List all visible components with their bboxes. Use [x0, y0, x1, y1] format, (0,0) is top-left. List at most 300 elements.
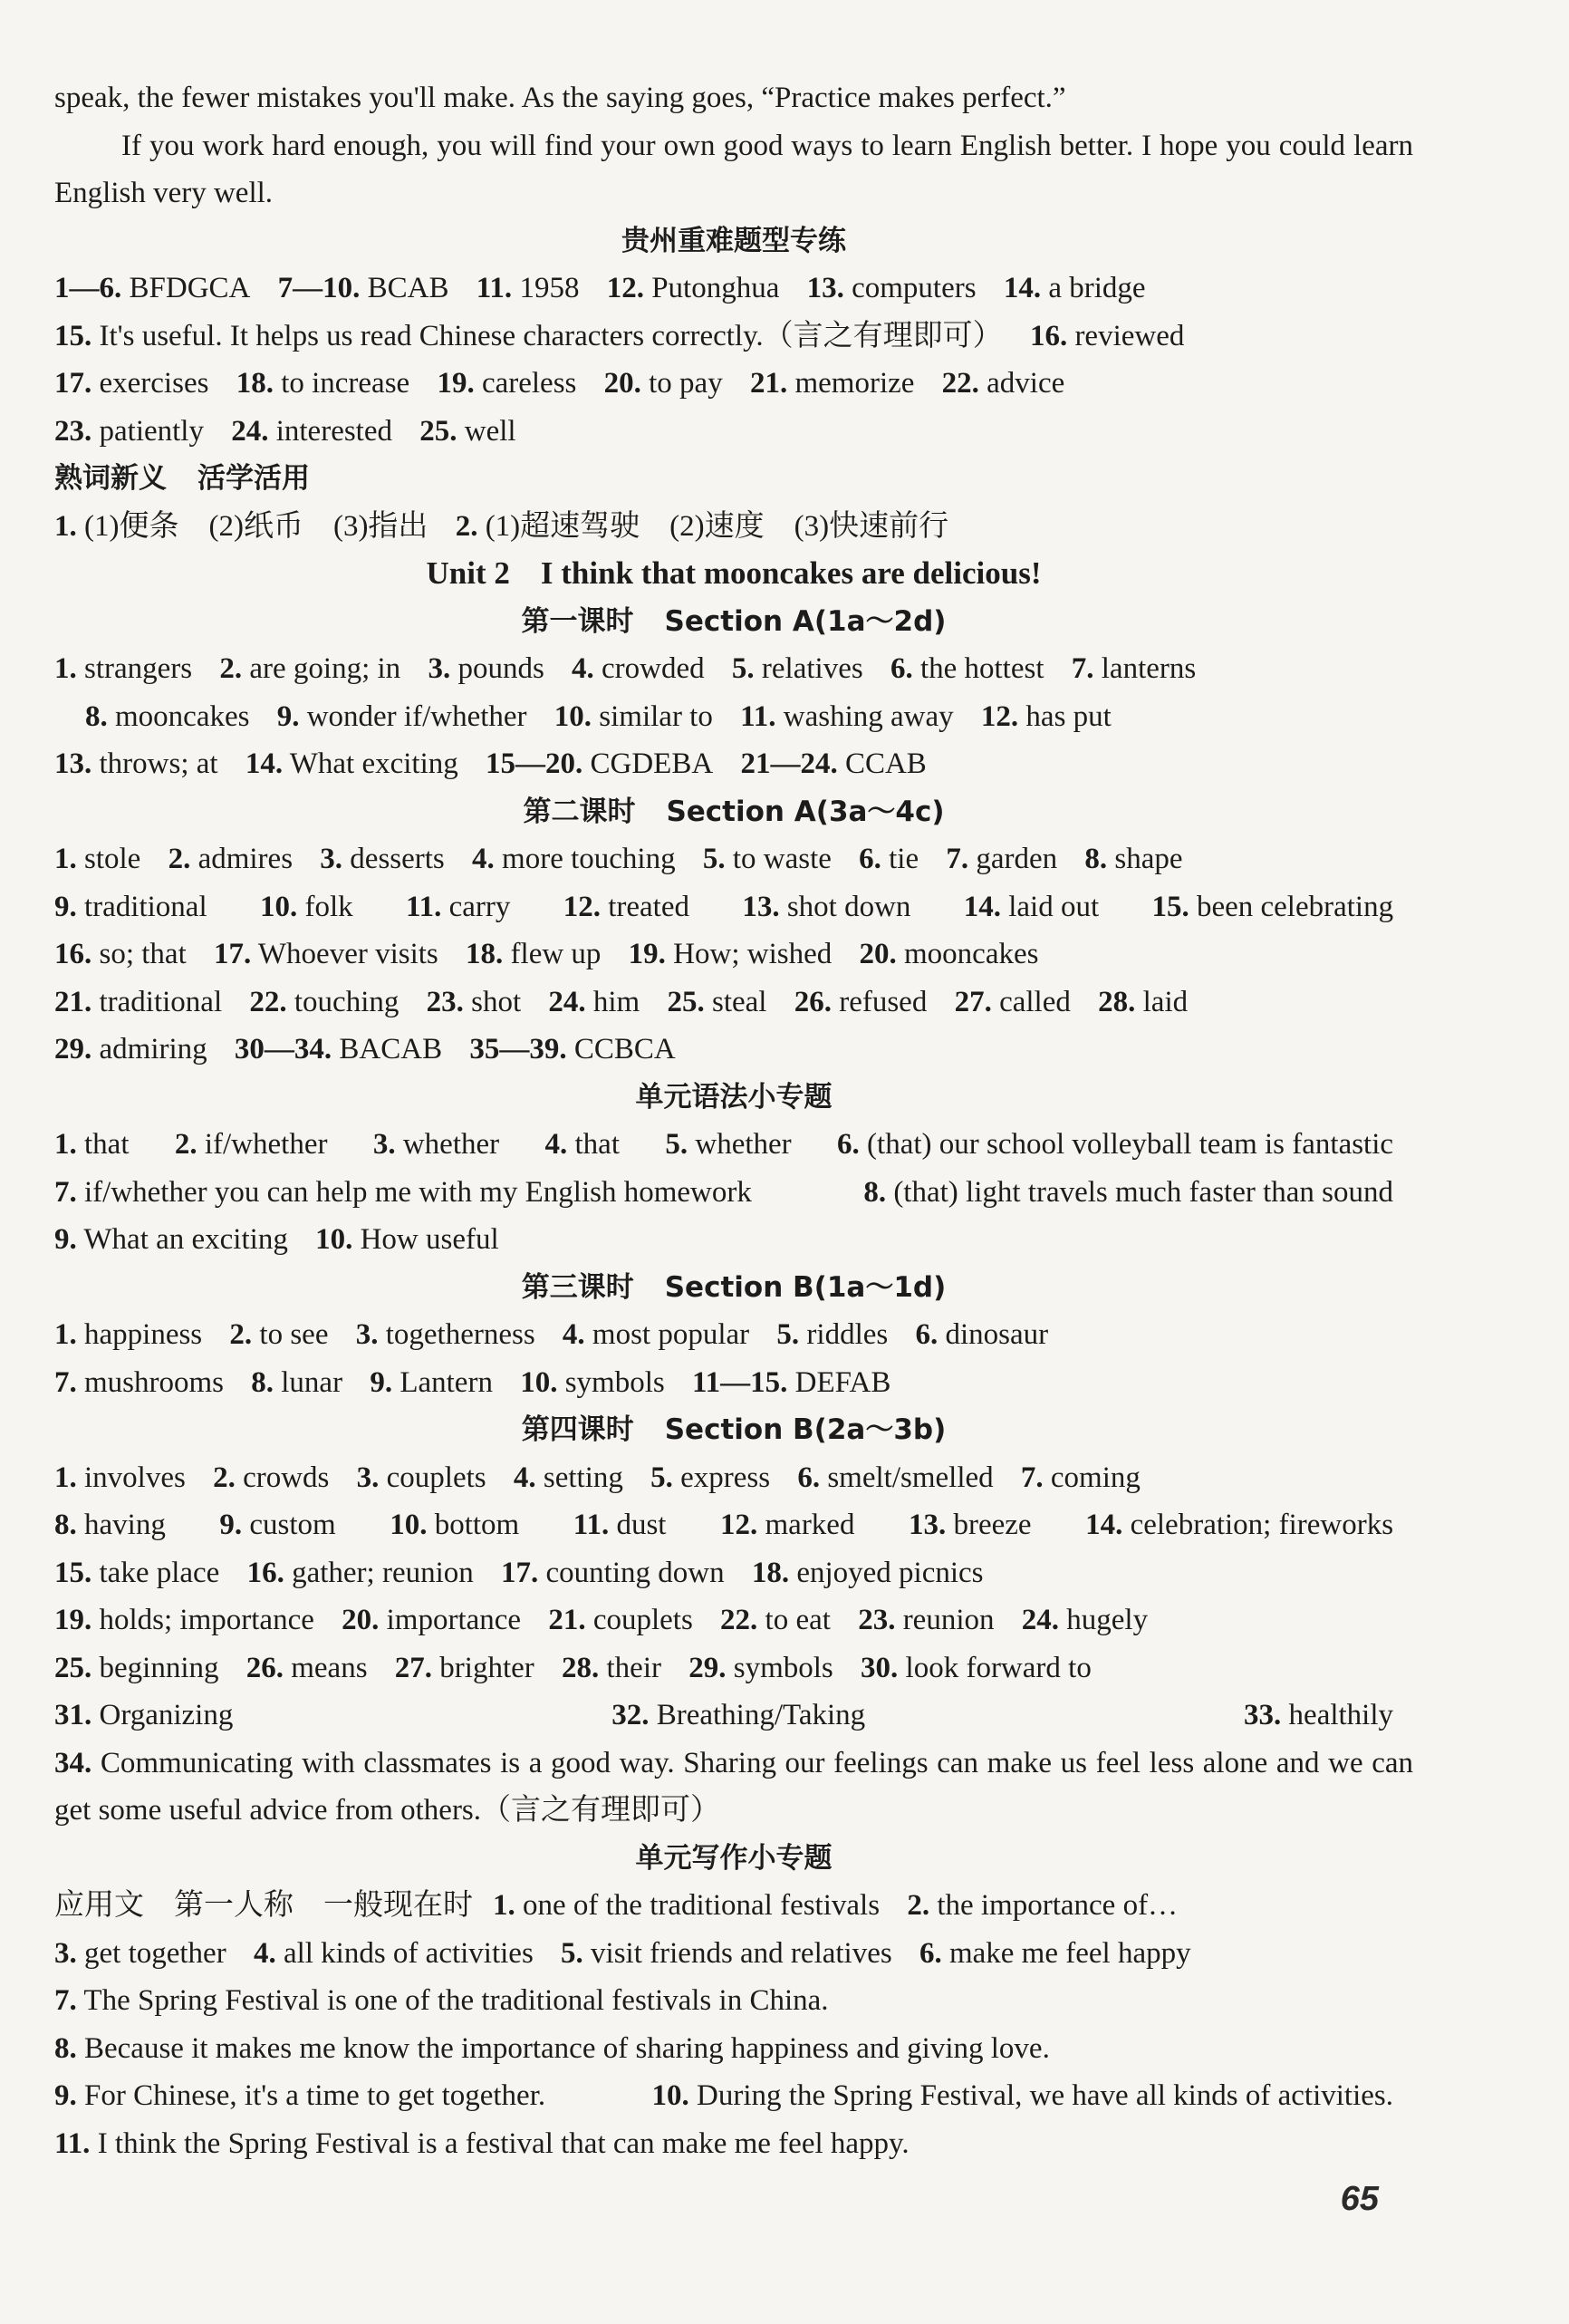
- answer-item: [563, 883, 689, 931]
- answer-number: 24.: [548, 985, 586, 1018]
- answer-item: [776, 1311, 888, 1359]
- answer-number: 7.: [54, 1984, 77, 2017]
- answer-item: [54, 503, 428, 551]
- answer-text: beginning: [99, 1651, 219, 1684]
- answer-item: [797, 1454, 993, 1502]
- answer-item: [604, 360, 723, 408]
- lesson2-en: Section A(3a～4c): [666, 795, 945, 828]
- answer-text: visit friends and relatives: [591, 1936, 892, 1970]
- answer-number: 2.: [229, 1318, 253, 1351]
- answer-number: 2.: [168, 843, 191, 875]
- heading-writing: 单元写作小专题: [635, 1841, 833, 1875]
- answer-number: 31.: [54, 1699, 92, 1731]
- answer-text: interested: [275, 414, 392, 448]
- answer-number: 20.: [342, 1604, 380, 1636]
- answer-item: [740, 740, 926, 788]
- answer-text: (that) our school volleyball team is fantastic: [867, 1128, 1394, 1161]
- answer-text: 1958: [519, 272, 580, 304]
- answer-item: [54, 1216, 288, 1264]
- answer-text: importance: [386, 1604, 522, 1636]
- answer-item: [466, 931, 601, 979]
- answer-number: 9.: [370, 1365, 393, 1399]
- answer-item: [54, 1501, 166, 1549]
- answer-text: (1)超速驾驶 (2)速度 (3)快速前行: [485, 509, 949, 543]
- answer-item: [688, 1644, 833, 1692]
- answer-text: hugely: [1066, 1604, 1149, 1636]
- answer-number: 10.: [553, 699, 592, 733]
- answer-number: 1.: [54, 1318, 77, 1351]
- answer-text: him: [592, 985, 640, 1018]
- answer-text: all kinds of activities: [283, 1936, 534, 1970]
- answer-number: 35—39.: [469, 1033, 567, 1066]
- answer-item: [607, 265, 780, 313]
- answer-number: 10.: [390, 1509, 428, 1541]
- answer-item: [54, 1740, 1413, 1835]
- answer-item: [837, 1121, 1393, 1169]
- answer-text: reunion: [902, 1604, 995, 1636]
- answer-number: 3.: [428, 652, 451, 685]
- answer-item: [54, 1977, 829, 2025]
- answer-number: 10.: [315, 1223, 353, 1256]
- answer-text: crowds: [243, 1461, 330, 1494]
- answer-item: [54, 1549, 219, 1597]
- answer-item: [54, 360, 208, 408]
- heading-lesson1: [54, 598, 1413, 646]
- answer-number: 21.: [548, 1604, 586, 1636]
- answer-number: 16.: [1029, 319, 1068, 352]
- answer-line: [54, 1311, 1413, 1359]
- answer-item: [406, 883, 510, 931]
- answer-item: [54, 313, 1003, 361]
- answer-number: 29.: [54, 1033, 92, 1066]
- answer-text: reviewed: [1074, 319, 1185, 352]
- answer-line: [54, 1644, 1413, 1692]
- answer-number: 8.: [85, 699, 108, 733]
- answer-number: 5.: [650, 1461, 673, 1494]
- answer-text: whether: [402, 1128, 500, 1161]
- answer-number: 14.: [963, 890, 1001, 923]
- answer-text: been celebrating: [1196, 890, 1394, 923]
- answer-number: 8.: [54, 2031, 77, 2065]
- answer-line: [54, 265, 1413, 313]
- answer-item: [390, 1501, 519, 1549]
- answer-item: [964, 883, 1099, 931]
- answer-item: [54, 1311, 202, 1359]
- answer-number: 19.: [54, 1604, 92, 1636]
- answer-text: patiently: [99, 414, 204, 448]
- answer-text: to increase: [281, 367, 410, 400]
- answer-item: [1072, 645, 1196, 693]
- answer-number: 28.: [1098, 985, 1136, 1018]
- lesson1-cn: 第一课时: [521, 604, 634, 638]
- answer-item: [456, 503, 948, 551]
- answer-text: bottom: [434, 1509, 520, 1541]
- answer-number: 11—15.: [691, 1365, 788, 1399]
- answer-text: symbols: [733, 1651, 833, 1684]
- answer-text: How; wished: [673, 938, 833, 970]
- answer-text: lunar: [281, 1365, 343, 1399]
- answer-item: [554, 693, 713, 741]
- answer-item: [428, 645, 544, 693]
- answer-text: admiring: [99, 1033, 207, 1066]
- answer-number: 4.: [253, 1936, 276, 1970]
- answer-number: 3.: [355, 1318, 379, 1351]
- answer-item: [858, 1596, 994, 1644]
- answer-text: traditional: [84, 890, 207, 923]
- answer-text: express: [680, 1461, 771, 1494]
- answer-number: 8.: [863, 1175, 887, 1209]
- answer-line: [54, 1977, 1413, 2167]
- answer-item: [246, 1644, 368, 1692]
- answer-item: [419, 408, 515, 456]
- answer-number: 15.: [54, 1556, 92, 1589]
- answer-number: 2.: [174, 1128, 197, 1161]
- answer-text: What an exciting: [83, 1223, 288, 1256]
- answer-number: 6.: [915, 1318, 939, 1351]
- answer-number: 9.: [54, 1223, 77, 1256]
- answer-item: [277, 693, 527, 741]
- section-shuci: [54, 503, 1413, 551]
- answer-number: 7.: [1020, 1461, 1044, 1494]
- answer-text: celebration; fireworks: [1130, 1509, 1394, 1541]
- answer-number: 11.: [573, 1509, 610, 1541]
- answer-text: if/whether: [204, 1128, 328, 1161]
- answer-item: [85, 693, 249, 741]
- answer-line: [54, 1930, 1413, 1978]
- answer-number: 9.: [276, 699, 300, 733]
- unit-title: [54, 550, 1413, 598]
- answer-number: 3.: [54, 1936, 77, 1970]
- answer-item: [213, 1454, 329, 1502]
- answer-text: I think the Spring Festival is a festival that can make me feel happy.: [97, 2126, 910, 2160]
- answer-text: For Chinese, it's a time to get together.: [84, 2079, 546, 2112]
- answer-number: 12.: [606, 272, 644, 304]
- answer-text: wonder if/whether: [306, 699, 527, 733]
- answer-text: strangers: [84, 652, 193, 685]
- answer-number: 2.: [907, 1889, 930, 1922]
- answer-item: [665, 1121, 791, 1169]
- answer-number: 15.: [1151, 890, 1189, 923]
- answer-item: [1030, 313, 1184, 361]
- answer-number: 15—20.: [486, 747, 583, 780]
- answer-text: mushrooms: [84, 1365, 225, 1399]
- heading-shuci: [54, 455, 1413, 503]
- answer-text: The Spring Festival is one of the traditional festivals in China.: [83, 1984, 829, 2017]
- answer-number: 1.: [493, 1889, 515, 1922]
- answer-item: [752, 1549, 984, 1597]
- answer-line: [54, 1596, 1413, 1644]
- answer-item: [1244, 1692, 1393, 1740]
- answer-item: [703, 835, 832, 883]
- answer-number: 14.: [245, 747, 284, 780]
- answer-text: stole: [84, 843, 141, 875]
- answer-number: 1.: [54, 652, 77, 685]
- lesson2-cn: 第二课时: [523, 795, 636, 828]
- answer-number: 9.: [54, 890, 77, 923]
- answer-number: 6.: [837, 1128, 860, 1161]
- answer-item: [235, 1026, 442, 1074]
- answer-item: [1004, 265, 1146, 313]
- answer-text: shot down: [786, 890, 911, 923]
- answer-line: [54, 979, 1413, 1027]
- answer-text: has put: [1025, 699, 1112, 733]
- answer-text: similar to: [599, 699, 713, 733]
- answer-number: 2.: [213, 1461, 236, 1494]
- answer-item: [742, 883, 910, 931]
- answer-text: riddles: [806, 1318, 889, 1351]
- heading-shuci-a: 熟词新义: [54, 462, 167, 495]
- answer-number: 7—10.: [277, 272, 361, 304]
- answer-number: 2.: [219, 652, 243, 685]
- answer-number: 12.: [980, 699, 1019, 733]
- answer-text: carry: [448, 890, 511, 923]
- answer-item: [370, 1359, 493, 1407]
- answer-text: laid out: [1008, 890, 1100, 923]
- answer-item: [54, 835, 140, 883]
- answer-number: 21—24.: [740, 747, 838, 780]
- answer-item: [54, 979, 222, 1027]
- answer-number: 13.: [742, 890, 780, 923]
- answer-item: [54, 1692, 233, 1740]
- answer-number: 24.: [231, 414, 269, 448]
- answer-text: BCAB: [367, 272, 449, 304]
- answer-item: [214, 931, 438, 979]
- answer-item: [245, 740, 458, 788]
- answer-item: [629, 931, 833, 979]
- page-number: 65: [1340, 2180, 1379, 2218]
- answer-number: 5.: [776, 1318, 800, 1351]
- answer-number: 3.: [320, 843, 343, 875]
- section-grammar: [54, 1121, 1413, 1264]
- answer-text: Communicating with classmates is a good way. Sharing our feelings can make us feel less alone and we can get some useful advice from others.（言之有理即可）: [54, 1746, 1413, 1827]
- answer-text: whether: [695, 1128, 792, 1161]
- answer-item: [247, 1549, 474, 1597]
- answer-item: [54, 2120, 910, 2168]
- answer-number: 30—34.: [234, 1033, 332, 1066]
- answer-item: [732, 645, 863, 693]
- answer-text: lanterns: [1101, 652, 1197, 685]
- answer-number: 11.: [476, 272, 513, 304]
- answer-item: [54, 1359, 224, 1407]
- answer-text: mooncakes: [115, 699, 250, 733]
- answer-number: 18.: [466, 938, 504, 970]
- answer-number: 23.: [54, 414, 92, 448]
- answer-text: mooncakes: [904, 938, 1039, 970]
- answer-item: [219, 645, 400, 693]
- answer-line: [54, 1359, 1413, 1407]
- answer-text: exercises: [99, 367, 209, 400]
- heading-lesson4: [54, 1406, 1413, 1454]
- answer-number: 6.: [797, 1461, 821, 1494]
- unit-name: I think that mooncakes are delicious!: [540, 555, 1042, 591]
- answer-number: 17.: [214, 938, 252, 970]
- answer-text: dinosaur: [945, 1318, 1049, 1351]
- answer-number: 22.: [720, 1604, 758, 1636]
- answer-number: 19.: [437, 367, 475, 400]
- answer-item: [251, 1359, 342, 1407]
- answer-text: couplets: [592, 1604, 693, 1636]
- answer-text: garden: [976, 843, 1058, 875]
- answer-text: involves: [84, 1461, 186, 1494]
- lesson4-cn: 第四课时: [521, 1413, 634, 1446]
- answer-number: 27.: [954, 985, 992, 1018]
- answer-number: 32.: [611, 1699, 650, 1731]
- answer-text: well: [464, 414, 516, 448]
- writing-lead: 应用文 第一人称 一般现在时: [54, 1889, 473, 1922]
- answer-item: [520, 1359, 665, 1407]
- answer-text: that: [84, 1128, 130, 1161]
- answer-text: desserts: [350, 843, 445, 875]
- answer-line: [54, 408, 1413, 456]
- answer-item: [572, 645, 705, 693]
- answer-text: Putonghua: [651, 272, 780, 304]
- answer-item: [720, 1596, 831, 1644]
- answer-item: [219, 1501, 335, 1549]
- answer-number: 24.: [1021, 1604, 1059, 1636]
- answer-item: [692, 1359, 890, 1407]
- answer-text: that: [574, 1128, 620, 1161]
- answer-text: Breathing/Taking: [656, 1699, 866, 1731]
- answer-line: [54, 360, 1413, 408]
- answer-item: [946, 835, 1057, 883]
- answer-item: [54, 408, 204, 456]
- answer-text: tie: [889, 843, 919, 875]
- answer-text: throws; at: [99, 747, 218, 780]
- section-lesson4: [54, 1454, 1413, 1835]
- answer-number: 11.: [740, 699, 776, 733]
- answer-text: admires: [197, 843, 294, 875]
- heading-shuci-b: 活学活用: [197, 462, 310, 495]
- answer-number: 11.: [54, 2126, 91, 2160]
- answer-line: [54, 740, 1413, 788]
- answer-text: to see: [259, 1318, 329, 1351]
- answer-item: [357, 1454, 486, 1502]
- answer-number: 4.: [562, 1318, 585, 1351]
- heading-guizhou: 贵州重难题型专练: [621, 224, 846, 257]
- answer-number: 1.: [54, 509, 77, 543]
- answer-item: [54, 1026, 207, 1074]
- answer-item: [54, 2025, 1050, 2073]
- answer-item: [472, 835, 676, 883]
- answer-item: [437, 360, 576, 408]
- answer-text: pounds: [457, 652, 544, 685]
- answer-item: [1022, 1596, 1148, 1644]
- answer-item: [54, 1644, 218, 1692]
- answer-number: 3.: [356, 1461, 380, 1494]
- answer-text: make me feel happy: [948, 1936, 1191, 1970]
- answer-item: [740, 693, 954, 741]
- answer-number: 13.: [806, 272, 844, 304]
- answer-item: [249, 979, 399, 1027]
- answer-item: [650, 1454, 770, 1502]
- answer-number: 18.: [751, 1556, 790, 1589]
- answer-item: [260, 883, 353, 931]
- answer-text: togetherness: [385, 1318, 535, 1351]
- answer-number: 12.: [563, 890, 601, 923]
- answer-item: [611, 1692, 865, 1740]
- answer-item: [320, 835, 444, 883]
- answer-number: 9.: [219, 1509, 243, 1541]
- answer-number: 20.: [859, 938, 897, 970]
- answer-text: means: [291, 1651, 368, 1684]
- answer-text: to eat: [765, 1604, 831, 1636]
- answer-line: [54, 1121, 1413, 1264]
- answer-item: [486, 740, 713, 788]
- answer-text: custom: [249, 1509, 336, 1541]
- answer-text: What exciting: [289, 747, 458, 780]
- answer-line: [54, 1501, 1413, 1596]
- answer-text: happiness: [84, 1318, 203, 1351]
- answer-item: [54, 1930, 226, 1978]
- answer-number: 25.: [54, 1651, 92, 1684]
- answer-number: 11.: [405, 890, 442, 923]
- answer-text: shot: [471, 985, 522, 1018]
- answer-text: to pay: [649, 367, 723, 400]
- answer-text: look forward to: [905, 1651, 1092, 1684]
- answer-item: [907, 1882, 1178, 1930]
- answer-item: [573, 1501, 667, 1549]
- answer-text: folk: [304, 890, 353, 923]
- lesson3-cn: 第三课时: [521, 1270, 634, 1304]
- answer-number: 1.: [54, 1461, 77, 1494]
- answer-text: more touching: [502, 843, 676, 875]
- answer-number: 4.: [544, 1128, 568, 1161]
- answer-item: [915, 1311, 1048, 1359]
- answer-number: 8.: [1084, 843, 1108, 875]
- answer-line: [54, 1454, 1413, 1502]
- answer-text: careless: [481, 367, 577, 400]
- answer-text: so; that: [99, 938, 187, 970]
- answer-text: counting down: [545, 1556, 725, 1589]
- section-lesson2: [54, 835, 1413, 1074]
- answer-text: if/whether you can help me with my English homework: [84, 1175, 752, 1209]
- answer-item: [667, 979, 766, 1027]
- answer-text: computers: [852, 272, 977, 304]
- answer-item: [860, 931, 1039, 979]
- answer-item: [395, 1644, 534, 1692]
- answer-item: [981, 693, 1112, 741]
- answer-number: 12.: [720, 1509, 758, 1541]
- answer-number: 6.: [890, 652, 913, 685]
- intro-paragraph: If you work hard enough, you will find your own good ways to learn English better. I hope you could learn English very well.: [54, 129, 1413, 209]
- answer-number: 29.: [688, 1651, 727, 1684]
- answer-item: [1084, 835, 1182, 883]
- answer-text: touching: [294, 985, 399, 1018]
- answer-text: healthily: [1288, 1699, 1394, 1731]
- answer-text: marked: [765, 1509, 855, 1541]
- answer-number: 5.: [561, 1936, 583, 1970]
- answer-item: [1151, 883, 1393, 931]
- answer-number: 19.: [628, 938, 666, 970]
- answer-item: [342, 1596, 521, 1644]
- answer-item: [890, 645, 1044, 693]
- heading-grammar: 单元语法小专题: [635, 1080, 833, 1114]
- answer-number: 25.: [667, 985, 705, 1018]
- answer-item: [955, 979, 1071, 1027]
- answer-item: [315, 1216, 499, 1264]
- answer-number: 7.: [54, 1175, 77, 1209]
- answer-item: [54, 265, 250, 313]
- answer-item: [548, 979, 640, 1027]
- answer-text: laid: [1142, 985, 1189, 1018]
- answer-text: Because it makes me know the importance of sharing happiness and giving love.: [84, 2031, 1050, 2065]
- answer-text: holds; importance: [99, 1604, 314, 1636]
- answer-number: 1.: [54, 843, 77, 875]
- answer-number: 10.: [520, 1365, 558, 1399]
- answer-item: [919, 1930, 1191, 1978]
- answer-number: 25.: [419, 414, 457, 448]
- section-lesson3: [54, 1311, 1413, 1406]
